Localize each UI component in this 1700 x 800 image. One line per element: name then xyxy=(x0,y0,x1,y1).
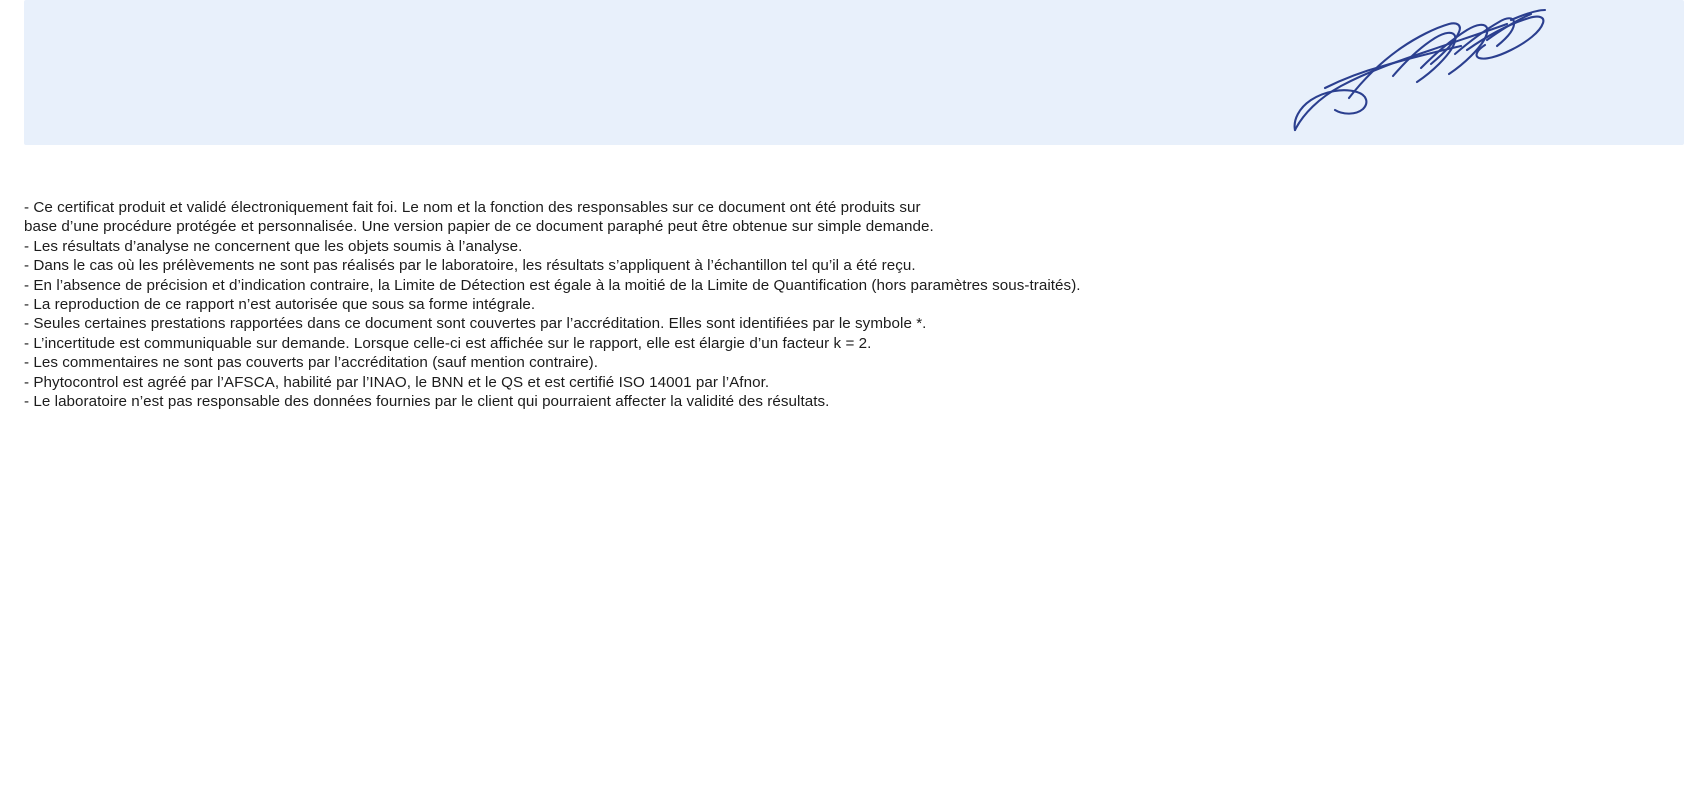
signature-image xyxy=(1289,2,1559,142)
footnote-line: base d’une procédure protégée et personnalisée. Une version papier de ce document paraphé peut être obtenue sur simple demande. xyxy=(24,218,934,236)
footnote-line: - Les résultats d’analyse ne concernent que les objets soumis à l’analyse. xyxy=(24,237,523,255)
footnote-line: - En l’absence de précision et d’indication contraire, la Limite de Détection est égale à la moitié de la Limite de Quantification (hors paramètres sous-traités). xyxy=(24,276,1081,294)
footnote-line: - Phytocontrol est agréé par l’AFSCA, habilité par l’INAO, le BNN et le QS et est certifié ISO 14001 par l’Afnor. xyxy=(24,373,770,391)
footnote-line: - Dans le cas où les prélèvements ne sont pas réalisés par le laboratoire, les résultats s’appliquent à l’échantillon tel qu’il a été reçu. xyxy=(24,257,916,275)
footnote-line: - Le laboratoire n’est pas responsable des données fournies par le client qui pourraient affecter la validité des résultats. xyxy=(24,393,830,411)
signature-band xyxy=(24,0,1684,145)
footnote-line: - L’incertitude est communiquable sur demande. Lorsque celle-ci est affichée sur le rapport, elle est élargie d’un facteur k = 2. xyxy=(24,334,872,352)
footnote-line: - La reproduction de ce rapport n’est autorisée que sous sa forme intégrale. xyxy=(24,296,536,314)
footnote-line: - Ce certificat produit et validé électroniquement fait foi. Le nom et la fonction des responsables sur ce document ont été produits sur xyxy=(24,199,921,216)
footnote-line: - Seules certaines prestations rapportées dans ce document sont couvertes par l’accréditation. Elles sont identifiées par le symbole *. xyxy=(24,315,927,333)
document-footnotes xyxy=(24,198,1664,411)
footnote-line: - Les commentaires ne sont pas couverts par l’accréditation (sauf mention contraire). xyxy=(24,354,599,372)
